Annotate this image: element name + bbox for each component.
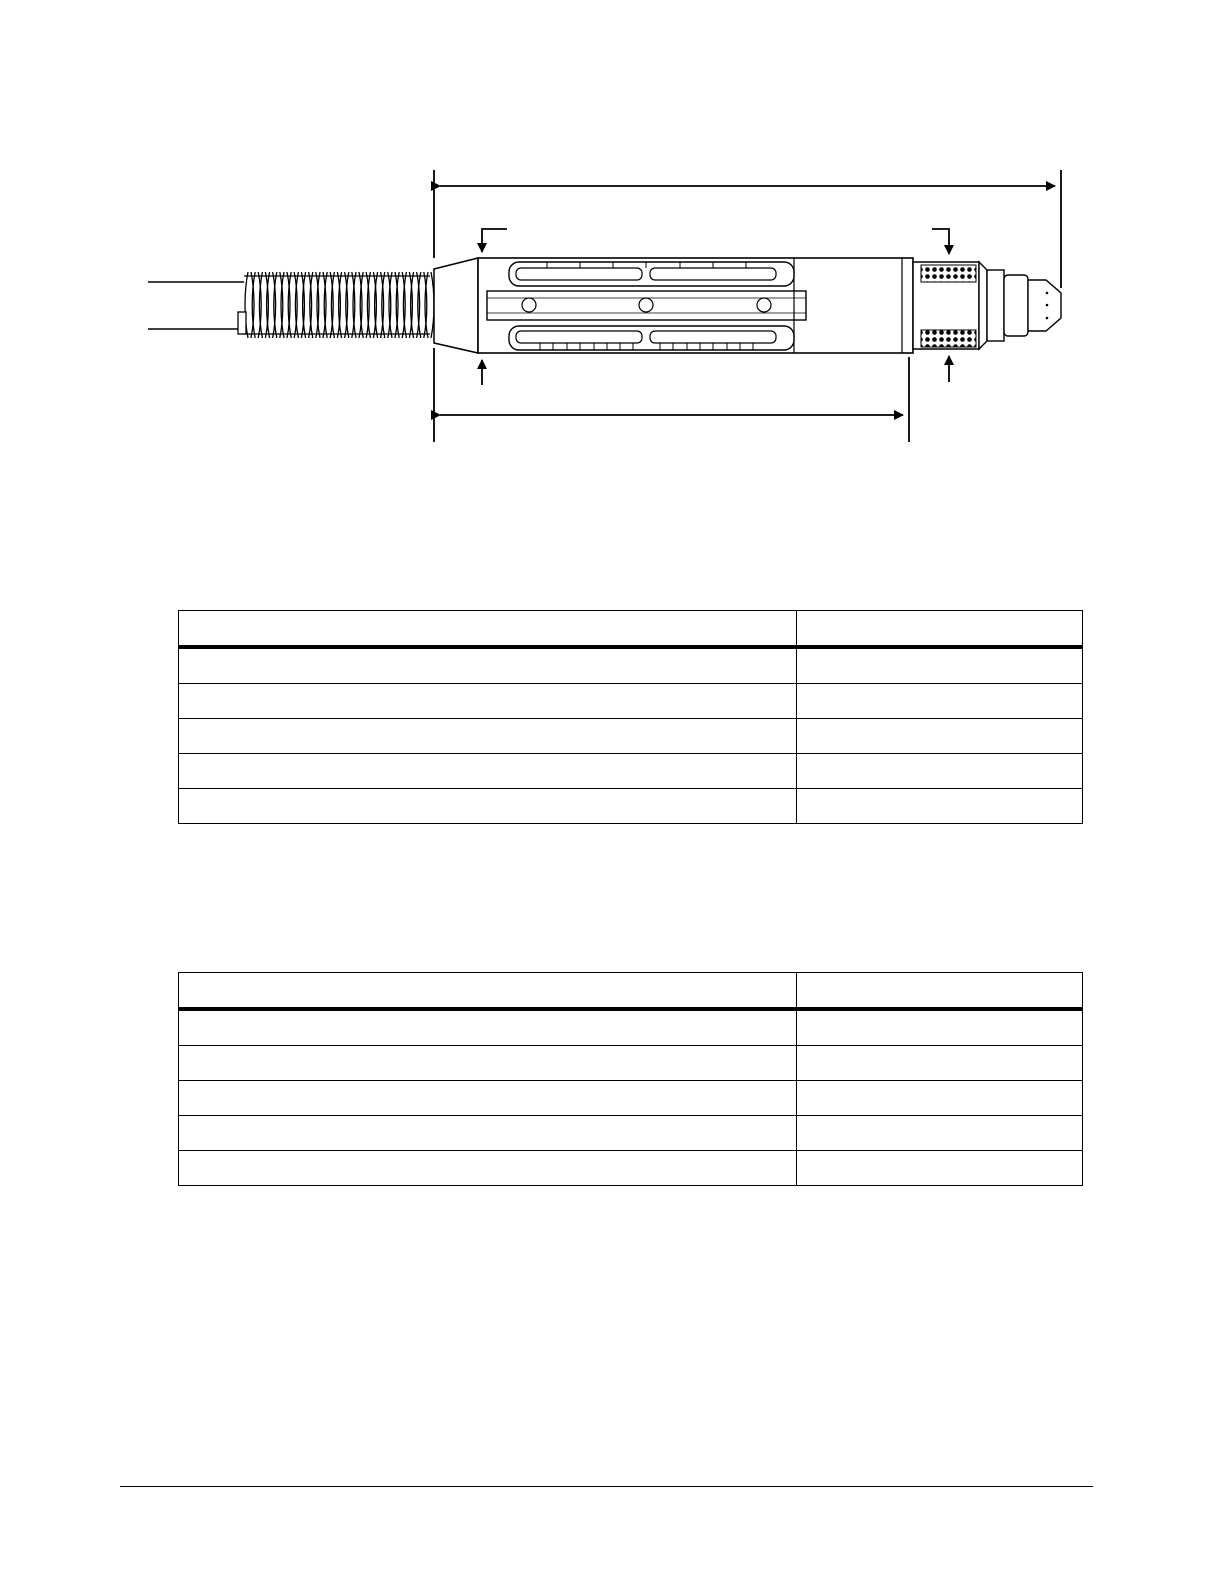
table-header-cell [797, 973, 1083, 1010]
table-cell [797, 1009, 1083, 1046]
table-cell [179, 1151, 797, 1186]
torch-cable [148, 282, 244, 329]
torch-dimension-drawing [0, 0, 1225, 470]
table-cell [797, 647, 1083, 684]
table-cell [797, 719, 1083, 754]
table-row [179, 684, 1083, 719]
table-row [179, 754, 1083, 789]
table-cell [797, 1151, 1083, 1186]
table-cell [797, 789, 1083, 824]
table-cell [797, 1046, 1083, 1081]
table-cell [797, 754, 1083, 789]
retaining-cup [913, 262, 987, 349]
spring-clip [238, 312, 246, 334]
table-cell [179, 647, 797, 684]
table-cell [179, 789, 797, 824]
table-row [179, 1151, 1083, 1186]
table-header-cell [179, 611, 797, 648]
table-row [179, 1081, 1083, 1116]
table-cell [797, 1081, 1083, 1116]
table-row [179, 647, 1083, 684]
table-row [179, 1009, 1083, 1046]
table-row [179, 1046, 1083, 1081]
table-cell [797, 684, 1083, 719]
table-row [179, 789, 1083, 824]
strain-relief-spring [238, 272, 434, 338]
torch-handle [478, 258, 913, 353]
table-cell [179, 684, 797, 719]
torch-nozzle-tip [987, 270, 1061, 341]
table-row [179, 1116, 1083, 1151]
table-cell [179, 754, 797, 789]
specification-table-1 [178, 610, 1083, 824]
handle-ferrule [434, 258, 478, 353]
table-cell [797, 1116, 1083, 1151]
table-row [179, 719, 1083, 754]
table-cell [179, 1009, 797, 1046]
table-cell [179, 719, 797, 754]
table-header-cell [797, 611, 1083, 648]
footer-rule [120, 1486, 1093, 1487]
table-cell [179, 1046, 797, 1081]
table-header-row [179, 973, 1083, 1010]
table-header-cell [179, 973, 797, 1010]
table-cell [179, 1116, 797, 1151]
table-header-row [179, 611, 1083, 648]
specification-table-2 [178, 972, 1083, 1186]
table-cell [179, 1081, 797, 1116]
